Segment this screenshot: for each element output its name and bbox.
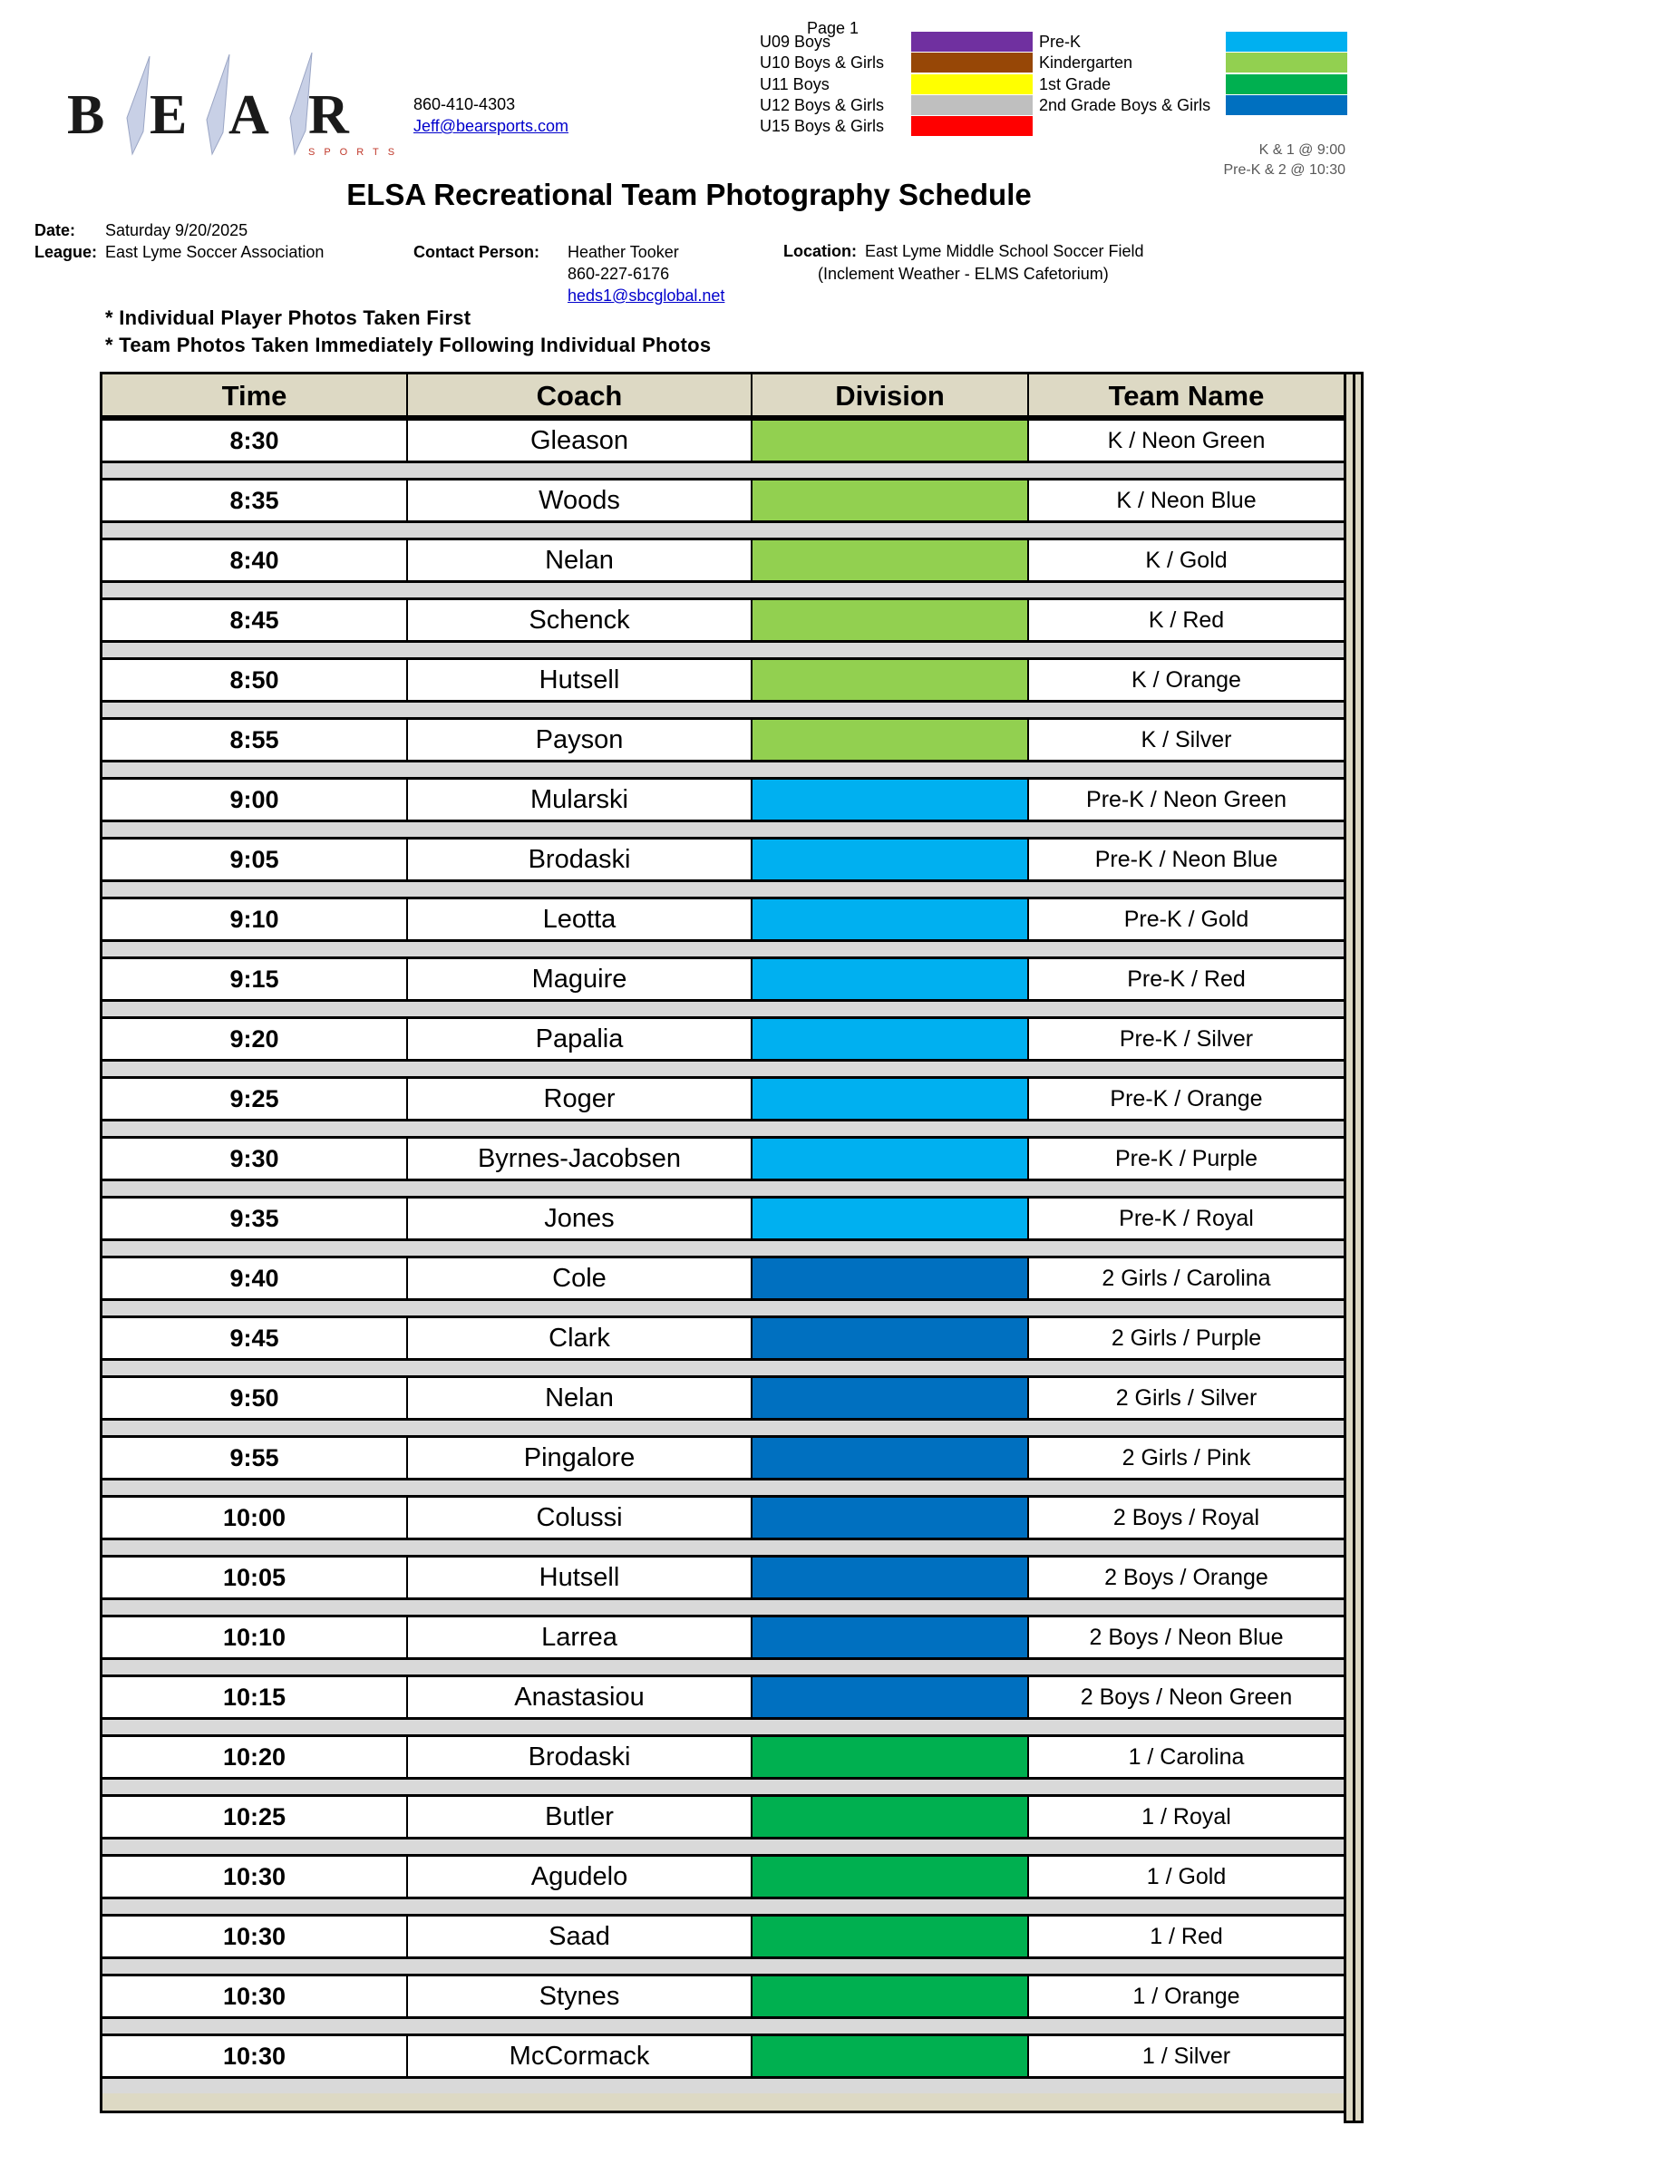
row-separator	[100, 882, 1346, 897]
row-separator	[100, 1062, 1346, 1076]
time-cell: 10:05	[102, 1558, 408, 1597]
division-color-cell	[753, 1976, 1029, 2016]
time-cell: 8:50	[102, 660, 408, 700]
division-color-cell	[753, 780, 1029, 820]
row-cells	[100, 1734, 1346, 1780]
logo-letter: R	[308, 84, 349, 146]
row-separator	[100, 1480, 1346, 1495]
row-cells	[100, 597, 1346, 643]
division-color-cell	[753, 959, 1029, 999]
coach-cell: Maguire	[408, 959, 753, 999]
table-row	[100, 1136, 1346, 1196]
legend-swatch	[1226, 95, 1347, 115]
time-cell: 10:00	[102, 1498, 408, 1538]
time-cell: 8:40	[102, 540, 408, 580]
note-line: * Team Photos Taken Immediately Following Individual Photos	[105, 334, 712, 356]
row-separator	[100, 1780, 1346, 1794]
team-name-cell: 1 / Carolina	[1128, 1744, 1245, 1770]
table-row	[100, 1854, 1346, 1914]
table-header	[100, 372, 1346, 418]
row-separator	[100, 2079, 1346, 2093]
team-name-cell: Pre-K / Purple	[1114, 1146, 1258, 1171]
legend-label: U09 Boys	[760, 33, 831, 51]
coach-cell: Roger	[408, 1079, 753, 1119]
division-color-cell	[753, 480, 1029, 520]
division-color-cell	[753, 600, 1029, 640]
team-name-cell: 2 Girls / Silver	[1115, 1385, 1258, 1411]
coach-cell: Payson	[408, 720, 753, 760]
row-cells	[100, 538, 1346, 583]
time-cell: 9:20	[102, 1019, 408, 1059]
row-separator	[100, 1421, 1346, 1435]
legend-swatch	[911, 74, 1033, 94]
row-separator	[100, 942, 1346, 956]
division-color-cell	[753, 1378, 1029, 1418]
row-cells	[100, 956, 1346, 1002]
team-name-cell: Pre-K / Red	[1127, 966, 1246, 992]
table-row	[100, 597, 1346, 657]
logo-letter: A	[228, 84, 269, 146]
table-row	[100, 1615, 1346, 1674]
row-cells	[100, 478, 1346, 523]
row-cells	[100, 1794, 1346, 1839]
time-cell: 10:30	[102, 1857, 408, 1897]
coach-cell: Hutsell	[408, 660, 753, 700]
row-separator	[100, 1002, 1346, 1016]
table-row	[100, 1974, 1346, 2034]
table-row	[100, 538, 1346, 597]
league-value: East Lyme Soccer Association	[105, 243, 325, 261]
time-cell: 8:45	[102, 600, 408, 640]
table-row	[100, 478, 1346, 538]
date-value: Saturday 9/20/2025	[105, 221, 248, 239]
division-color-cell	[753, 1019, 1029, 1059]
row-cells	[100, 1914, 1346, 1959]
time-cell: 9:15	[102, 959, 408, 999]
division-color-cell	[753, 1438, 1029, 1478]
division-color-cell	[753, 1857, 1029, 1897]
legend-swatch	[911, 53, 1033, 73]
logo-letter: B	[67, 84, 105, 146]
coach-cell: Brodaski	[408, 840, 753, 879]
team-name-cell: 2 Girls / Carolina	[1102, 1266, 1271, 1291]
table-row	[100, 777, 1346, 837]
time-note: Pre-K & 2 @ 10:30	[1223, 162, 1345, 178]
coach-cell: Agudelo	[408, 1857, 753, 1897]
coach-cell: Nelan	[408, 1378, 753, 1418]
coach-cell: Pingalore	[408, 1438, 753, 1478]
row-cells	[100, 1435, 1346, 1480]
coach-cell: Papalia	[408, 1019, 753, 1059]
row-separator	[100, 1540, 1346, 1555]
division-color-cell	[753, 1617, 1029, 1657]
row-cells	[100, 1615, 1346, 1660]
team-name-cell: Pre-K / Silver	[1119, 1026, 1254, 1052]
division-color-cell	[753, 840, 1029, 879]
table-row	[100, 1256, 1346, 1315]
legend-swatch	[1226, 53, 1347, 73]
time-note: K & 1 @ 9:00	[1258, 142, 1345, 158]
bear-sports-logo	[63, 45, 408, 172]
division-color-cell	[753, 1797, 1029, 1837]
team-name-cell: 2 Girls / Purple	[1111, 1325, 1262, 1351]
division-color-cell	[753, 1558, 1029, 1597]
coach-cell: Cole	[408, 1258, 753, 1298]
row-cells	[100, 1076, 1346, 1121]
row-separator	[100, 1600, 1346, 1615]
contact-phone: 860-227-6176	[568, 265, 670, 283]
coach-cell: Colussi	[408, 1498, 753, 1538]
time-cell: 10:30	[102, 2036, 408, 2076]
legend-swatch	[911, 32, 1033, 52]
row-cells	[100, 1674, 1346, 1720]
team-name-cell: Pre-K / Royal	[1119, 1206, 1254, 1231]
legend-swatch	[1226, 32, 1347, 52]
time-cell: 8:55	[102, 720, 408, 760]
legend-label: 2nd Grade Boys & Girls	[1039, 96, 1211, 114]
row-separator	[100, 822, 1346, 837]
team-name-cell: 1 / Gold	[1146, 1864, 1227, 1889]
coach-cell: Clark	[408, 1318, 753, 1358]
row-cells	[100, 418, 1346, 463]
table-row	[100, 1435, 1346, 1495]
table-row	[100, 1734, 1346, 1794]
row-separator	[100, 703, 1346, 717]
table-row	[100, 897, 1346, 956]
row-separator	[100, 1181, 1346, 1196]
logo-letter: E	[150, 84, 188, 146]
division-color-cell	[753, 1917, 1029, 1956]
team-name-cell: K / Red	[1148, 607, 1225, 633]
contact-name: Heather Tooker	[568, 243, 679, 261]
table-row	[100, 1794, 1346, 1854]
time-cell: 9:50	[102, 1378, 408, 1418]
table-row	[100, 1315, 1346, 1375]
coach-cell: Schenck	[408, 600, 753, 640]
time-cell: 9:30	[102, 1139, 408, 1179]
row-cells	[100, 657, 1346, 703]
row-separator	[100, 2019, 1346, 2034]
row-separator	[100, 463, 1346, 478]
company-email-link[interactable]: Jeff@bearsports.com	[413, 117, 569, 135]
team-name-cell: 2 Boys / Orange	[1104, 1565, 1268, 1590]
time-cell: 9:40	[102, 1258, 408, 1298]
team-name-cell: K / Silver	[1141, 727, 1232, 752]
team-name-cell: K / Neon Blue	[1116, 488, 1257, 513]
coach-cell: Woods	[408, 480, 753, 520]
row-cells	[100, 897, 1346, 942]
row-cells	[100, 1375, 1346, 1421]
table-row	[100, 418, 1346, 478]
division-color-cell	[753, 1258, 1029, 1298]
coach-cell: Leotta	[408, 899, 753, 939]
legend-label: U11 Boys	[760, 75, 830, 93]
division-color-cell	[753, 660, 1029, 700]
division-color-cell	[753, 720, 1029, 760]
contact-label: Contact Person:	[413, 243, 540, 261]
team-name-cell: Pre-K / Neon Green	[1086, 787, 1287, 812]
team-name-cell: 2 Boys / Neon Blue	[1089, 1625, 1284, 1650]
table-row	[100, 2034, 1346, 2093]
row-separator	[100, 1361, 1346, 1375]
division-color-cell	[753, 1498, 1029, 1538]
header-coach: Coach	[408, 374, 753, 415]
time-cell: 10:30	[102, 1976, 408, 2016]
team-name-cell: 2 Boys / Royal	[1112, 1505, 1260, 1530]
row-separator	[100, 1241, 1346, 1256]
league-label: League:	[34, 243, 98, 261]
coach-cell: Jones	[408, 1199, 753, 1238]
legend-label: Kindergarten	[1039, 53, 1133, 72]
logo-subtitle: SPORTS	[308, 147, 404, 158]
legend-label: U10 Boys & Girls	[760, 53, 885, 72]
team-name-cell: K / Orange	[1131, 667, 1241, 693]
team-name-cell: 1 / Orange	[1132, 1984, 1240, 2009]
table-row	[100, 657, 1346, 717]
time-cell: 10:15	[102, 1677, 408, 1717]
row-separator	[100, 762, 1346, 777]
team-name-cell: 1 / Royal	[1141, 1804, 1231, 1830]
coach-cell: Mularski	[408, 780, 753, 820]
team-name-cell: Pre-K / Orange	[1110, 1086, 1263, 1111]
time-cell: 8:35	[102, 480, 408, 520]
team-name-cell: 1 / Silver	[1141, 2043, 1231, 2069]
division-color-cell	[753, 1139, 1029, 1179]
coach-cell: Butler	[408, 1797, 753, 1837]
time-cell: 10:25	[102, 1797, 408, 1837]
coach-cell: Saad	[408, 1917, 753, 1956]
time-cell: 8:30	[102, 421, 408, 461]
row-cells	[100, 1974, 1346, 2019]
division-color-cell	[753, 1079, 1029, 1119]
coach-cell: McCormack	[408, 2036, 753, 2076]
coach-cell: Byrnes-Jacobsen	[408, 1139, 753, 1179]
row-cells	[100, 1196, 1346, 1241]
row-cells	[100, 837, 1346, 882]
date-label: Date:	[34, 221, 76, 239]
row-separator	[100, 1121, 1346, 1136]
legend-label: U15 Boys & Girls	[760, 117, 885, 135]
page-number: Page 1	[807, 19, 859, 37]
row-separator	[100, 583, 1346, 597]
table-footer	[100, 2093, 1346, 2113]
row-cells	[100, 1555, 1346, 1600]
legend-label: 1st Grade	[1039, 75, 1112, 93]
note-line: * Individual Player Photos Taken First	[105, 306, 471, 329]
time-cell: 9:10	[102, 899, 408, 939]
team-name-cell: K / Gold	[1145, 548, 1228, 573]
row-cells	[100, 2034, 1346, 2079]
header-division: Division	[753, 374, 1029, 415]
time-cell: 10:20	[102, 1737, 408, 1777]
coach-cell: Gleason	[408, 421, 753, 461]
time-notes	[1133, 141, 1345, 180]
coach-cell: Brodaski	[408, 1737, 753, 1777]
row-separator	[100, 1839, 1346, 1854]
row-cells	[100, 717, 1346, 762]
table-row	[100, 1555, 1346, 1615]
division-color-cell	[753, 1737, 1029, 1777]
location-label: Location:	[783, 242, 857, 260]
coach-cell: Larrea	[408, 1617, 753, 1657]
coach-cell: Anastasiou	[408, 1677, 753, 1717]
division-color-cell	[753, 1318, 1029, 1358]
row-separator	[100, 1720, 1346, 1734]
page-title: ELSA Recreational Team Photography Schedule	[346, 178, 1032, 211]
time-cell: 10:30	[102, 1917, 408, 1956]
team-name-cell: K / Neon Green	[1107, 428, 1266, 453]
time-cell: 9:25	[102, 1079, 408, 1119]
header-team-name: Team Name	[1108, 380, 1265, 412]
team-name-cell: 2 Girls / Pink	[1122, 1445, 1251, 1471]
table-row	[100, 1196, 1346, 1256]
time-cell: 9:55	[102, 1438, 408, 1478]
division-color-cell	[753, 1677, 1029, 1717]
legend-label: Pre-K	[1039, 33, 1082, 51]
row-separator	[100, 643, 1346, 657]
division-color-cell	[753, 421, 1029, 461]
row-cells	[100, 1136, 1346, 1181]
row-cells	[100, 777, 1346, 822]
division-color-cell	[753, 540, 1029, 580]
division-color-cell	[753, 1199, 1029, 1238]
legend-swatch	[911, 95, 1033, 115]
row-cells	[100, 1495, 1346, 1540]
table-right-border	[1344, 372, 1364, 2123]
row-separator	[100, 1301, 1346, 1315]
time-cell: 9:00	[102, 780, 408, 820]
legend-swatch	[911, 116, 1033, 136]
row-separator	[100, 1660, 1346, 1674]
row-separator	[100, 1899, 1346, 1914]
location-alternate: (Inclement Weather - ELMS Cafetorium)	[818, 265, 1109, 283]
contact-email-link[interactable]: heds1@sbcglobal.net	[568, 286, 725, 305]
table-row	[100, 1076, 1346, 1136]
row-separator	[100, 1959, 1346, 1974]
row-cells	[100, 1315, 1346, 1361]
team-name-cell: Pre-K / Gold	[1123, 907, 1249, 932]
team-name-cell: 2 Boys / Neon Green	[1080, 1684, 1293, 1710]
table-row	[100, 1016, 1346, 1076]
row-separator	[100, 523, 1346, 538]
coach-cell: Stynes	[408, 1976, 753, 2016]
coach-cell: Nelan	[408, 540, 753, 580]
team-name-cell: 1 / Red	[1150, 1924, 1223, 1949]
table-row	[100, 717, 1346, 777]
row-cells	[100, 1016, 1346, 1062]
legend-label: U12 Boys & Girls	[760, 96, 885, 114]
row-cells	[100, 1256, 1346, 1301]
company-phone: 860-410-4303	[413, 95, 516, 113]
row-cells	[100, 1854, 1346, 1899]
location-value: East Lyme Middle School Soccer Field	[865, 242, 1144, 260]
table-row	[100, 1914, 1346, 1974]
table-row	[100, 1495, 1346, 1555]
time-cell: 9:05	[102, 840, 408, 879]
table-row	[100, 1674, 1346, 1734]
division-color-cell	[753, 899, 1029, 939]
table-row	[100, 956, 1346, 1016]
table-row	[100, 1375, 1346, 1435]
time-cell: 10:10	[102, 1617, 408, 1657]
legend-swatch	[1226, 74, 1347, 94]
table-row	[100, 837, 1346, 897]
time-cell: 9:35	[102, 1199, 408, 1238]
team-name-cell: Pre-K / Neon Blue	[1094, 847, 1278, 872]
division-color-cell	[753, 2036, 1029, 2076]
header-time: Time	[102, 374, 408, 415]
time-cell: 9:45	[102, 1318, 408, 1358]
coach-cell: Hutsell	[408, 1558, 753, 1597]
